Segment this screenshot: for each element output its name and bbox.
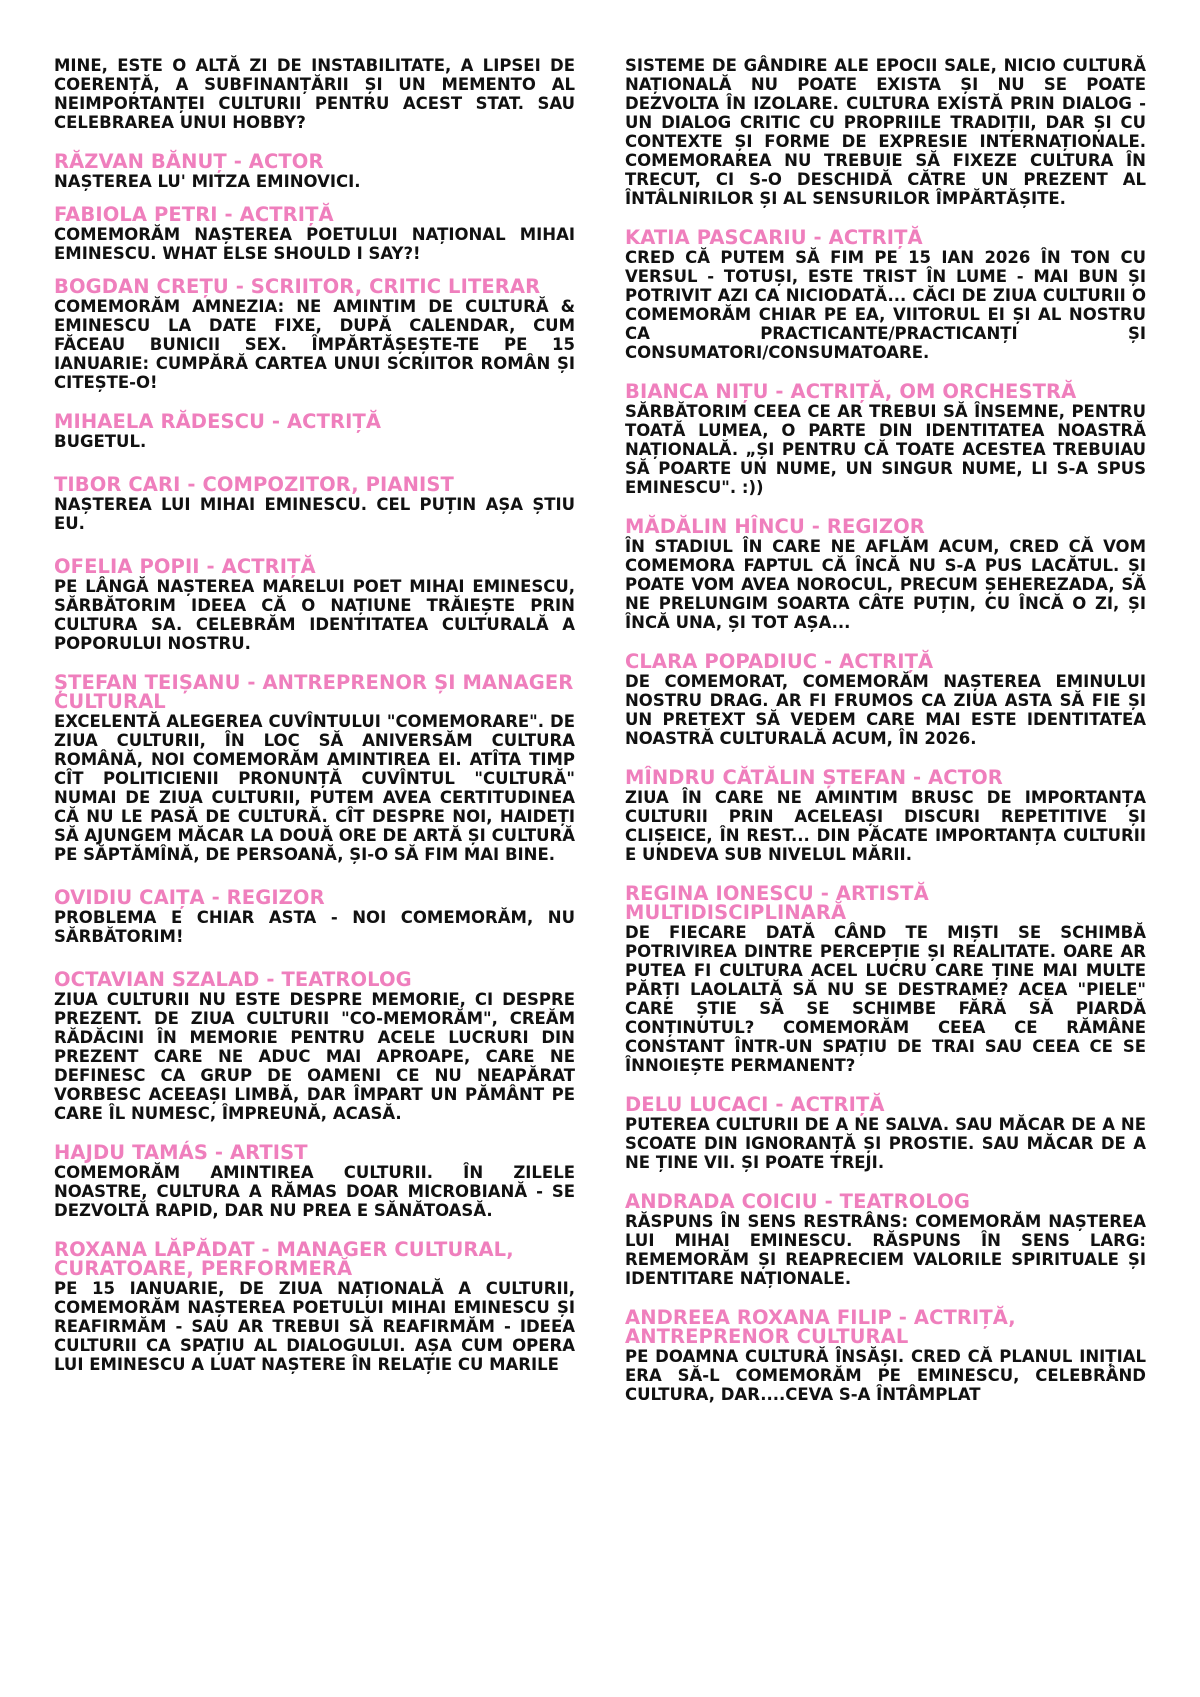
contributor-name: ANDREEA ROXANA FILIP - ACTRIȚĂ, ANTREPRENOR CULTURAL <box>625 1306 1016 1348</box>
contributor-answer: EXCELENTĂ ALEGEREA CUVÎNTULUI "COMEMORARE". DE ZIUA CULTURII, ÎN LOC SĂ ANIVERSĂM CULTURA ROMÂNĂ, NOI COMEMORĂM AMINTIREA EI. ATÎTA TIMP CÎT POLITICIENII PRONUNȚĂ CUVÎNTUL "CULTURĂ" NUMAI DE ZIUA CULTURII, PUTEM AVEA CERTITUDINEA CĂ NU LE PASĂ DE CULTURĂ. CÎT DESPRE NOI, HAIDEȚI SĂ AJUNGEM MĂCAR LA DOUĂ ORE DE ARTĂ ȘI CULTURĂ PE SĂPTĂMÎNĂ, DE PERSOANĂ, ȘI-O SĂ FIM MAI BINE. <box>54 712 575 864</box>
contributor-name: ȘTEFAN TEIȘANU - ANTREPRENOR ȘI MANAGER CULTURAL <box>54 671 574 713</box>
entry-delu-lucaci <box>625 1095 1146 1172</box>
entry-madalin-hincu <box>625 517 1146 632</box>
contributor-name: TIBOR CARI - COMPOZITOR, PIANIST <box>54 473 454 496</box>
contributor-name: BIANCA NIȚU - ACTRIȚĂ, OM ORCHESTRĂ <box>625 380 1077 403</box>
contributor-name: CLARA POPADIUC - ACTRIȚĂ <box>625 650 934 673</box>
contributor-answer: COMEMORĂM AMNEZIA: NE AMINTIM DE CULTURĂ & EMINESCU LA DATE FIXE, DUPĂ CALENDAR, CUM FĂCEAU BUNICII SEX. ÎMPĂRTĂȘEȘTE-TE PE 15 IANUARIE: CUMPĂRĂ CARTEA UNUI SCRIITOR ROMÂN ȘI CITEȘTE-O! <box>54 297 575 392</box>
entry-katia-pascariu <box>625 228 1146 362</box>
entry-tibor-cari <box>54 475 575 533</box>
left-intro-text: MINE, ESTE O ALTĂ ZI DE INSTABILITATE, A LIPSEI DE COERENȚĂ, A SUBFINANȚĂRII ȘI UN MEMENTO AL NEIMPORTANȚEI CULTURII PENTRU ACEST STAT. SAU CELEBRAREA UNUI HOBBY? <box>54 56 575 132</box>
contributor-answer: BUGETUL. <box>54 432 147 451</box>
entry-mindru-catalin-stefan <box>625 768 1146 864</box>
contributor-answer: PE DOAMNA CULTURĂ ÎNSĂȘI. CRED CĂ PLANUL INIȚIAL ERA SĂ-L COMEMORĂM PE EMINESCU, CELEBRÂND CULTURA, DAR....CEVA S-A ÎNTÂMPLAT <box>625 1347 1146 1404</box>
entry-regina-ionescu <box>625 884 1146 1075</box>
contributor-answer: NAȘTEREA LUI MIHAI EMINESCU. CEL PUȚIN AȘA ȘTIU EU. <box>54 495 575 533</box>
contributor-answer: ZIUA ÎN CARE NE AMINTIM BRUSC DE IMPORTANȚA CULTURII PRIN ACELEAȘI DISCURI REPETITIVE ȘI CLIȘEICE, ÎN REST... DIN PĂCATE IMPORTANȚA CULTURII E UNDEVA SUB NIVELUL MĂRII. <box>625 788 1146 864</box>
contributor-answer: DE FIECARE DATĂ CÂND TE MIȘTI SE SCHIMBĂ POTRIVIREA DINTRE PERCEPȚIE ȘI REALITATE. OARE AR PUTEA FI CULTURA ACEL LUCRU CARE ȚINE MAI MULTE PĂRȚI LAOLALTĂ SĂ NU SE DESTRAME? ACEA "PIELE" CARE ȘTIE SĂ SE SCHIMBE FĂRĂ SĂ PIARDĂ CONȚINUTUL? COMEMORĂM CEEA CE RĂMÂNE CONSTANT ÎNTR-UN SPAȚIU DE TRAI SAU CEEA CE SE ÎNNOIEȘTE PERMANENT? <box>625 923 1146 1075</box>
entry-octavian-szalad <box>54 970 575 1123</box>
entry-hajdu-tamas <box>54 1143 575 1220</box>
entry-razvan-banut <box>54 152 575 191</box>
entry-ovidiu-caita <box>54 888 575 946</box>
entry-roxana-lapadat <box>54 1240 575 1374</box>
contributor-answer: PE 15 IANUARIE, DE ZIUA NAȚIONALĂ A CULTURII, COMEMORĂM NAȘTEREA POETULUI MIHAI EMINESCU ȘI REAFIRMĂM - SAU AR TREBUI SĂ REAFIRMĂM - IDEEA CULTURII CA SPAȚIU AL DIALOGULUI. AȘA CUM OPERA LUI EMINESCU A LUAT NAȘTERE ÎN RELAȚIE CU MARILE <box>54 1279 575 1374</box>
right-intro-text: SISTEME DE GÂNDIRE ALE EPOCII SALE, NICIO CULTURĂ NAȚIONALĂ NU POATE EXISTA ȘI NU SE POATE DEZVOLTA ÎN IZOLARE. CULTURA EXISTĂ PRIN DIALOG - UN DIALOG CRITIC CU PROPRIILE TRADIȚII, DAR ȘI CU CONTEXTE ȘI FORME DE EXPRESIE INTERNAȚIONALE. COMEMORAREA NU TREBUIE SĂ FIXEZE CULTURA ÎN TRECUT, CI S-O DESCHIDĂ CĂTRE UN PREZENT AL ÎNTÂLNIRILOR ȘI AL SENSURILOR ÎMPĂRTĂȘITE. <box>625 56 1146 208</box>
contributor-answer: RĂSPUNS ÎN SENS RESTRÂNS: COMEMORĂM NAȘTEREA LUI MIHAI EMINESCU. RĂSPUNS ÎN SENS LARG: REMEMORĂM ȘI REAPRECIEM VALORILE SPIRITUALE ȘI IDENTITARE NAȚIONALE. <box>625 1212 1146 1288</box>
contributor-answer: ÎN STADIUL ÎN CARE NE AFLĂM ACUM, CRED CĂ VOM COMEMORA FAPTUL CĂ ÎNCĂ NU S-A PUS LACĂTUL. ȘI POATE VOM AVEA NOROCUL, PRECUM ȘEHEREZADA, SĂ NE PRELUNGIM SOARTA CÂTE PUȚIN, CU ÎNCĂ O ZI, ȘI ÎNCĂ UNA, ȘI TOT AȘA... <box>625 537 1146 632</box>
entry-bianca-nitu <box>625 382 1146 497</box>
contributor-name: BOGDAN CREȚU - SCRIITOR, CRITIC LITERAR <box>54 275 541 298</box>
contributor-name: RĂZVAN BĂNUȚ - ACTOR <box>54 150 324 173</box>
contributor-answer: ZIUA CULTURII NU ESTE DESPRE MEMORIE, CI DESPRE PREZENT. DE ZIUA CULTURII "CO-MEMORĂM", CREĂM RĂDĂCINI ÎN MEMORIE PENTRU ACELE LUCRURI DIN PREZENT CARE NE ADUC MAI APROAPE, CARE NE DEFINESC CA GRUP DE OAMENI CE NU NEAPĂRAT VORBESC ACEEAȘI LIMBĂ, DAR ÎMPART UN PĂMÂNT PE CARE ÎL NUMESC, ÎMPREUNĂ, ACASĂ. <box>54 990 575 1123</box>
contributor-answer: NAȘTEREA LU' MITZA EMINOVICI. <box>54 172 361 191</box>
left-column <box>54 56 575 1697</box>
contributor-name: MÎNDRU CĂTĂLIN ȘTEFAN - ACTOR <box>625 766 1003 789</box>
entry-andrada-coiciu <box>625 1192 1146 1288</box>
contributor-answer: PE LÂNGĂ NAȘTEREA MARELUI POET MIHAI EMINESCU, SĂRBĂTORIM IDEEA CĂ O NAȚIUNE TRĂIEȘTE PRIN CULTURA SA. CELEBRĂM IDENTITATEA CULTURALĂ A POPORULUI NOSTRU. <box>54 577 575 653</box>
contributor-name: MĂDĂLIN HÎNCU - REGIZOR <box>625 515 925 538</box>
contributor-answer: COMEMORĂM AMINTIREA CULTURII. ÎN ZILELE NOASTRE, CULTURA A RĂMAS DOAR MICROBIANĂ - SE DEZVOLTĂ RAPID, DAR NU PREA E SĂNĂTOASĂ. <box>54 1163 575 1220</box>
entry-ofelia-popii <box>54 557 575 653</box>
contributor-answer: DE COMEMORAT, COMEMORĂM NAȘTEREA EMINULUI NOSTRU DRAG. AR FI FRUMOS CA ZIUA ASTA SĂ FIE ȘI UN PRETEXT SĂ VEDEM CARE MAI ESTE IDENTITATEA NOASTRĂ CULTURALĂ ACUM, ÎN 2026. <box>625 672 1146 748</box>
contributor-name: OVIDIU CAIȚA - REGIZOR <box>54 886 325 909</box>
contributor-name: MIHAELA RĂDESCU - ACTRIȚĂ <box>54 410 382 433</box>
contributor-answer: PUTEREA CULTURII DE A NE SALVA. SAU MĂCAR DE A NE SCOATE DIN IGNORANȚĂ ȘI PROSTIE. SAU MĂCAR DE A NE ȚINE VII. ȘI POATE TREJI. <box>625 1115 1146 1172</box>
contributor-name: OCTAVIAN SZALAD - TEATROLOG <box>54 968 412 991</box>
contributor-name: DELU LUCACI - ACTRIȚĂ <box>625 1093 885 1116</box>
contributor-name: ROXANA LĂPĂDAT - MANAGER CULTURAL, CURATOARE, PERFORMERĂ <box>54 1238 514 1280</box>
contributor-name: KATIA PASCARIU - ACTRIȚĂ <box>625 226 923 249</box>
entry-mihaela-radescu <box>54 412 575 451</box>
entry-stefan-teisanu <box>54 673 575 864</box>
contributor-answer: SĂRBĂTORIM CEEA CE AR TREBUI SĂ ÎNSEMNE, PENTRU TOATĂ LUMEA, O PARTE DIN IDENTITATEA NOASTRĂ NAȚIONALĂ. „ȘI PENTRU CĂ TOATE ACESTEA TREBUIAU SĂ POARTE UN NUME, UN SINGUR NUME, LI S-A SPUS EMINESCU". :)) <box>625 402 1146 497</box>
contributor-name: ANDRADA COICIU - TEATROLOG <box>625 1190 970 1213</box>
contributor-name: FABIOLA PETRI - ACTRIȚĂ <box>54 203 334 226</box>
contributor-answer: COMEMORĂM NAȘTEREA POETULUI NAȚIONAL MIHAI EMINESCU. WHAT ELSE SHOULD I SAY?! <box>54 225 575 263</box>
contributor-answer: PROBLEMA E CHIAR ASTA - NOI COMEMORĂM, NU SĂRBĂTORIM! <box>54 908 575 946</box>
entry-andreea-roxana-filip <box>625 1308 1146 1404</box>
entry-clara-popadiuc <box>625 652 1146 748</box>
contributor-name: OFELIA POPII - ACTRIȚĂ <box>54 555 316 578</box>
right-column <box>625 56 1146 1697</box>
entry-bogdan-cretu <box>54 277 575 392</box>
contributor-name: REGINA IONESCU - ARTISTĂ MULTIDISCIPLINARĂ <box>625 882 929 924</box>
contributor-answer: CRED CĂ PUTEM SĂ FIM PE 15 IAN 2026 ÎN TON CU VERSUL - TOTUȘI, ESTE TRIST ÎN LUME - MAI BUN ȘI POTRIVIT AZI CA NICIODATĂ... CĂCI DE ZIUA CULTURII O COMEMORĂM CHIAR PE EA, VIITORUL EI ȘI AL NOSTRU CA PRACTICANTE/PRACTICANȚI ȘI CONSUMATORI/CONSUMATOARE. <box>625 248 1146 362</box>
contributor-name: HAJDU TAMÁS - ARTIST <box>54 1141 308 1164</box>
entry-fabiola-petri <box>54 205 575 263</box>
